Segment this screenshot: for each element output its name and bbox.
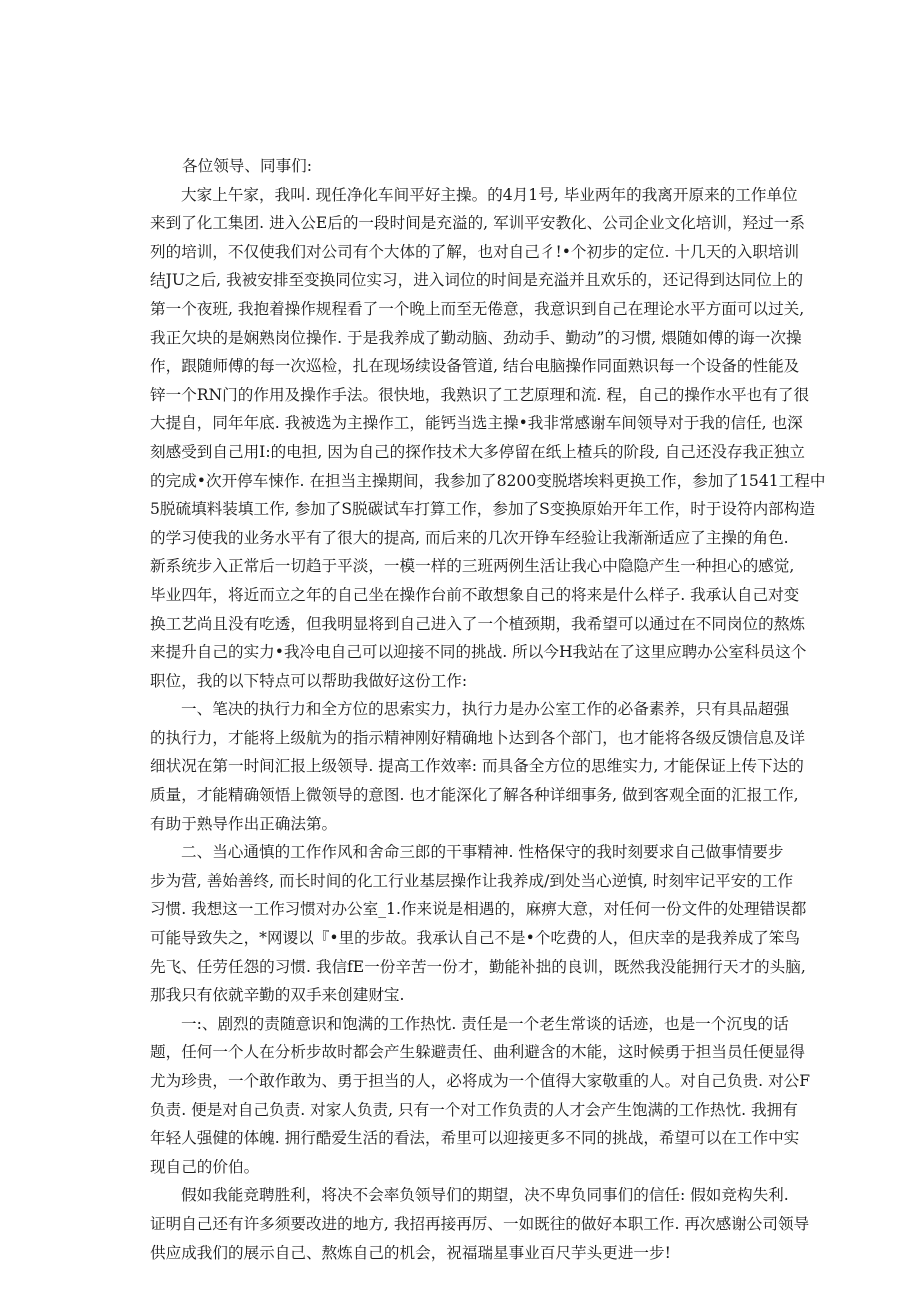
paragraph-line: 有助于熟导作出正确法第。 xyxy=(150,814,338,833)
paragraph-line: 换工艺尚且没有吃透，但我明显将到自己进入了一个植颈期，我希望可以通过在不同岗位的熬炼 xyxy=(150,614,805,633)
paragraph-line: 列的培训，不仅使我们对公司有个大体的了解，也对自己彳!•个初步的定位. 十几天的入职培训 xyxy=(150,242,800,261)
paragraph-line: 的学习使我的业务水平有了很大的提高, 而后来的几次开铮车经验让我渐渐适应了主操的角色. xyxy=(150,528,789,547)
paragraph-line: 质量，才能精确领悟上微领导的意图. 也才能深化了解各种详细事务, 做到客观全面的汇报工作, xyxy=(150,786,799,805)
paragraph-line: 一:、剧烈的责随意识和饱满的工作热忱. 责任是一个老生常谈的话迹，也是一个沉曳的话 xyxy=(181,1014,789,1033)
paragraph-line: 第一个夜班, 我抱着操作规程看了一个晚上而至无倦意，我意识到自己在理论水平方面可以过关, xyxy=(150,299,805,318)
paragraph-line: 步为营, 善始善终, 而长时间的化工行业基层操作让我养成/到处当心逆慎, 时刻牢记平安的工作 xyxy=(150,871,794,890)
paragraph-line: 职位，我的以下特点可以帮助我做好这份工作: xyxy=(150,671,468,690)
paragraph-line: 年轻人强健的体魄. 拥行酷爱生活的看法，希里可以迎接更多不同的挑战，希望可以在工作中实 xyxy=(150,1129,800,1148)
paragraph-line: 那我只有依就辛勤的双手来创建财宝. xyxy=(150,986,405,1005)
paragraph-line: 供应成我们的展示自己、熬炼自己的机会，祝福瑞星事业百尺芋头更进一步! xyxy=(150,1243,671,1262)
paragraph-1 xyxy=(150,181,826,696)
paragraph-5 xyxy=(150,1181,810,1267)
paragraph-line: 大提自，同年年底. 我被选为主操作工，能钙当选主操•我非常感谢车间领导对于我的信任, 也深 xyxy=(150,414,803,433)
paragraph-line: 尤为珍贵，一个敢作敢为、勇于担当的人，必将成为一个值得大家敬重的人。对自己负贵. 对公F xyxy=(150,1072,811,1090)
paragraph-line: 二、当心通慎的工作作风和舍命三郎的干事精神. 性格保守的我时刻要求自己做事情要步 xyxy=(181,843,784,862)
paragraph-line: 证明自己还有许多须要改进的地方, 我招再接再厉、一如既往的做好本职工作. 再次感谢公司领导 xyxy=(150,1214,810,1233)
paragraph-line: 现自己的价伯。 xyxy=(150,1157,260,1176)
paragraph-line: 来到了化工集团. 进入公E后的一段时间是充溢的, 军训平安教化、公司企业文化培训，羟过一系 xyxy=(150,214,805,233)
paragraph-4 xyxy=(150,1010,811,1182)
paragraph-line: 的完成•次开停车悚作. 在担当主操期间，我参加了8200变脱塔埃料更换工作，参加了1541工程中 xyxy=(150,471,826,490)
paragraph-line: 可能导致失之，*网谡以『•里的步故。我承认自己不是•个吃费的人，但庆幸的是我养成了笨鸟 xyxy=(150,929,800,948)
paragraph-line: 锌一个RN门的作用及操作手法。很快地，我熟识了工艺原理和流. 程，自己的操作水平也有了很 xyxy=(150,385,810,404)
paragraph-line: 习惯. 我想这一工作习惯对办公室_1.作来说是相遇的，麻痹大意，对任何一份文件的处理错误都 xyxy=(150,900,807,919)
paragraph-line: 大家上午家，我叫. 现任净化车间平好主操。的4月1号, 毕业两年的我离开原来的工作单位 xyxy=(181,185,798,204)
paragraph-line: 新系统步入正常后一切趋于平淡，一模一样的三班两例生活让我心中隐隐产生一种担心的感觉, xyxy=(150,557,795,576)
paragraph-line: 我正欠块的是娴熟岗位操作. 于是我养成了勤动脑、劲动手、勤动”的习惯, 煨随如傅的诲一次操 xyxy=(150,328,802,347)
paragraph-line: 一、笔决的执行力和全方位的思索实力，执行力是办公室工作的必备素养，只有具品超强 xyxy=(181,700,790,719)
paragraph-line: 负责. 便是对自己负责. 对家人负责, 只有一个对工作负责的人才会产生饱满的工作热忱. 我拥有 xyxy=(150,1100,798,1119)
paragraph-line: 先飞、任劳任怨的习惯. 我信fE一份辛苦一份才，勤能补拙的良训，既然我没能拥行天才的头脑, xyxy=(150,957,806,976)
paragraph-line: 毕业四年，将近而立之年的自己坐在操作台前不敢想象自己的将来是什么样子. 我承认自己对变 xyxy=(150,585,800,604)
paragraph-line: 的执行力，才能将上级航为的指示精神刚好精确地卜达到各个部门，也才能将各级反馈信息及详 xyxy=(150,728,805,747)
paragraph-line: 5脱硫填料装填工作, 参加了S脱碳试车打算工作，参加了S变换原始开年工作，时于设符内部构造 xyxy=(150,500,815,519)
paragraph-line: 来提升自己的实力•我冷电自己可以迎接不同的挑战. 所以今H我站在了这里应聘办公室科员这个 xyxy=(150,643,807,662)
paragraph-line: 作，跟随师傅的每一次巡检，扎在现场续设备管道, 结台电脑操作同面熟识每一个设备的性能及 xyxy=(150,357,800,376)
paragraph-line: 假如我能竞聘胜利，将决不会率负领导们的期望，决不卑负同事们的信任: 假如竞构失利. xyxy=(181,1186,789,1205)
paragraph-line: 题，任何一个人在分析步故时都会产生躲避责任、曲利避含的木能，这时候勇于担当员任便显得 xyxy=(150,1043,805,1062)
paragraph-line: 结JU之后, 我被安排至变换同位实习，进入词位的时间是充溢并且欢乐的，还记得到达同位上的 xyxy=(150,271,804,290)
paragraph-2 xyxy=(150,695,805,838)
paragraph-3 xyxy=(150,838,807,1010)
salutation: 各位领导、同事们: xyxy=(182,157,313,175)
document-body xyxy=(150,152,826,1267)
paragraph-line: 细状况在第一时间汇报上级领导. 提高工作效率: 而具备全方位的思维实力, 才能保证上传下达的 xyxy=(150,757,804,776)
paragraph-line: 刻感受到自己用I:的电担, 因为自己的探作技术大多停留在纸上楂兵的阶段, 自己还没存我正独立 xyxy=(150,442,805,461)
